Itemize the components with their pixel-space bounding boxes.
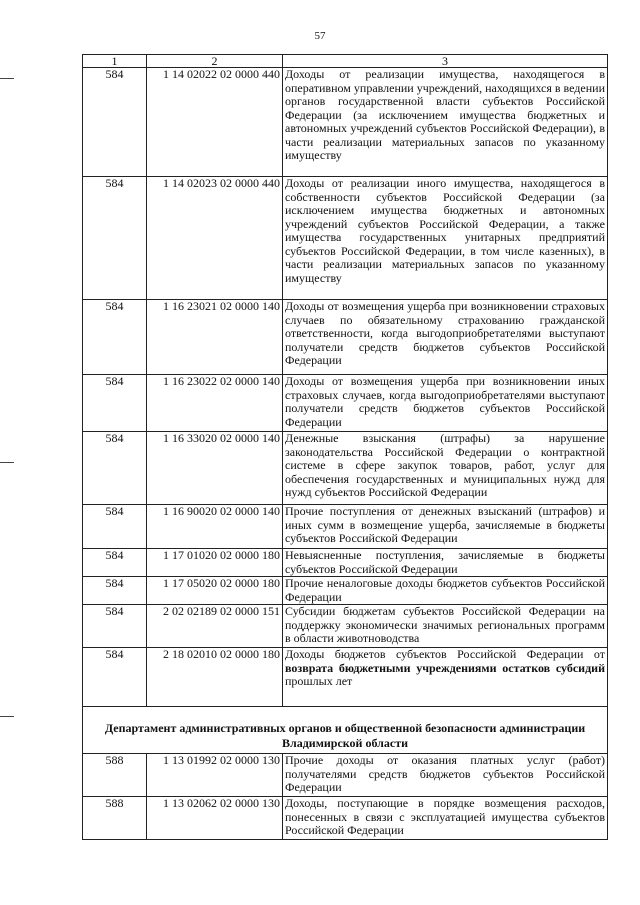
table-row [83, 375, 608, 432]
budget-classification-code: 2 02 02189 02 0000 151 [147, 605, 283, 648]
department-heading: Департамент административных органов и общественной безопасности администрации Владимирской области [83, 707, 608, 754]
column-header: 2 [147, 55, 283, 68]
revenue-description: Прочие доходы от оказания платных услуг (работ) получателями средств бюджетов субъектов Российской Федерации [283, 754, 608, 797]
admin-code: 584 [83, 648, 147, 707]
table-row [83, 505, 608, 549]
revenue-description: Денежные взыскания (штрафы) за нарушение законодательства Российской Федерации о контрактной системе в сфере закупок товаров, работ, услуг для обеспечения государственных и муниципальных нужд для нужд субъектов Российской Федерации [283, 432, 608, 505]
scan-mark [0, 716, 14, 717]
admin-code: 584 [83, 432, 147, 505]
table-row [83, 177, 608, 300]
budget-classification-code: 1 17 05020 02 0000 180 [147, 577, 283, 605]
admin-code: 584 [83, 177, 147, 300]
budget-classification-code: 2 18 02010 02 0000 180 [147, 648, 283, 707]
budget-classification-code: 1 16 90020 02 0000 140 [147, 505, 283, 549]
budget-classification-code: 1 17 01020 02 0000 180 [147, 549, 283, 577]
table-header-row [83, 55, 608, 68]
admin-code: 584 [83, 577, 147, 605]
revenue-description [283, 648, 608, 707]
page-number: 57 [314, 30, 326, 42]
admin-code: 584 [83, 300, 147, 375]
revenue-description: Прочие поступления от денежных взысканий (штрафов) и иных сумм в возмещение ущерба, зачисляемые в бюджеты субъектов Российской Федерации [283, 505, 608, 549]
revenue-table [82, 54, 608, 840]
budget-classification-code: 1 13 02062 02 0000 130 [147, 797, 283, 840]
column-header: 3 [283, 55, 608, 68]
revenue-description: Прочие неналоговые доходы бюджетов субъектов Российской Федерации [283, 577, 608, 605]
admin-code: 584 [83, 549, 147, 577]
revenue-description: Доходы, поступающие в порядке возмещения расходов, понесенных в связи с эксплуатацией имущества субъектов Российской Федерации [283, 797, 608, 840]
admin-code: 584 [83, 505, 147, 549]
revenue-description: Доходы от реализации иного имущества, находящегося в собственности субъектов Российской Федерации (за исключением имущества бюджетных и автономных учреждений субъектов Российской Федерации, а также имущества государственных унитарных предприятий субъектов Российской Федерации, в том числе казенных), в части реализации материальных запасов по указанному имуществу [283, 177, 608, 300]
revenue-description: Невыясненные поступления, зачисляемые в бюджеты субъектов Российской Федерации [283, 549, 608, 577]
scan-mark [0, 78, 14, 79]
table-row [83, 577, 608, 605]
admin-code: 588 [83, 754, 147, 797]
scan-mark [0, 462, 14, 463]
revenue-description: Субсидии бюджетам субъектов Российской Федерации на поддержку экономически значимых региональных программ в области животноводства [283, 605, 608, 648]
revenue-description-part: Доходы бюджетов субъектов Российской Федерации от [285, 647, 605, 661]
table-row [83, 754, 608, 797]
table-row [83, 68, 608, 177]
budget-classification-code: 1 14 02022 02 0000 440 [147, 68, 283, 177]
budget-classification-code: 1 13 01992 02 0000 130 [147, 754, 283, 797]
table-row [83, 797, 608, 840]
revenue-description: Доходы от реализации имущества, находящегося в оперативном управлении учреждений, находящихся в ведении органов государственной власти субъектов Российской Федерации (за исключением имущества бюджетных и автономных учреждений субъектов Российской Федерации), в части реализации материальных запасов по указанному имуществу [283, 68, 608, 177]
table-row [83, 432, 608, 505]
revenue-description-bold-part: возврата бюджетными учреждениями остатков субсидий [285, 660, 605, 675]
revenue-description-tail: прошлых лет [285, 674, 353, 688]
revenue-description: Доходы от возмещения ущерба при возникновении иных страховых случаев, когда выгодоприобретателями выступают получатели средств бюджетов субъектов Российской Федерации [283, 375, 608, 432]
admin-code: 588 [83, 797, 147, 840]
budget-classification-code: 1 14 02023 02 0000 440 [147, 177, 283, 300]
budget-classification-code: 1 16 23022 02 0000 140 [147, 375, 283, 432]
column-header: 1 [83, 55, 147, 68]
admin-code: 584 [83, 375, 147, 432]
table-row [83, 648, 608, 707]
table-row [83, 300, 608, 375]
admin-code: 584 [83, 605, 147, 648]
budget-classification-code: 1 16 23021 02 0000 140 [147, 300, 283, 375]
revenue-description: Доходы от возмещения ущерба при возникновении страховых случаев по обязательному страхованию гражданской ответственности, когда выгодоприобретателями выступают получатели средств бюджетов субъектов Российской Федерации [283, 300, 608, 375]
budget-classification-code: 1 16 33020 02 0000 140 [147, 432, 283, 505]
admin-code: 584 [83, 68, 147, 177]
department-heading-row [83, 707, 608, 754]
table-row [83, 549, 608, 577]
table-row [83, 605, 608, 648]
